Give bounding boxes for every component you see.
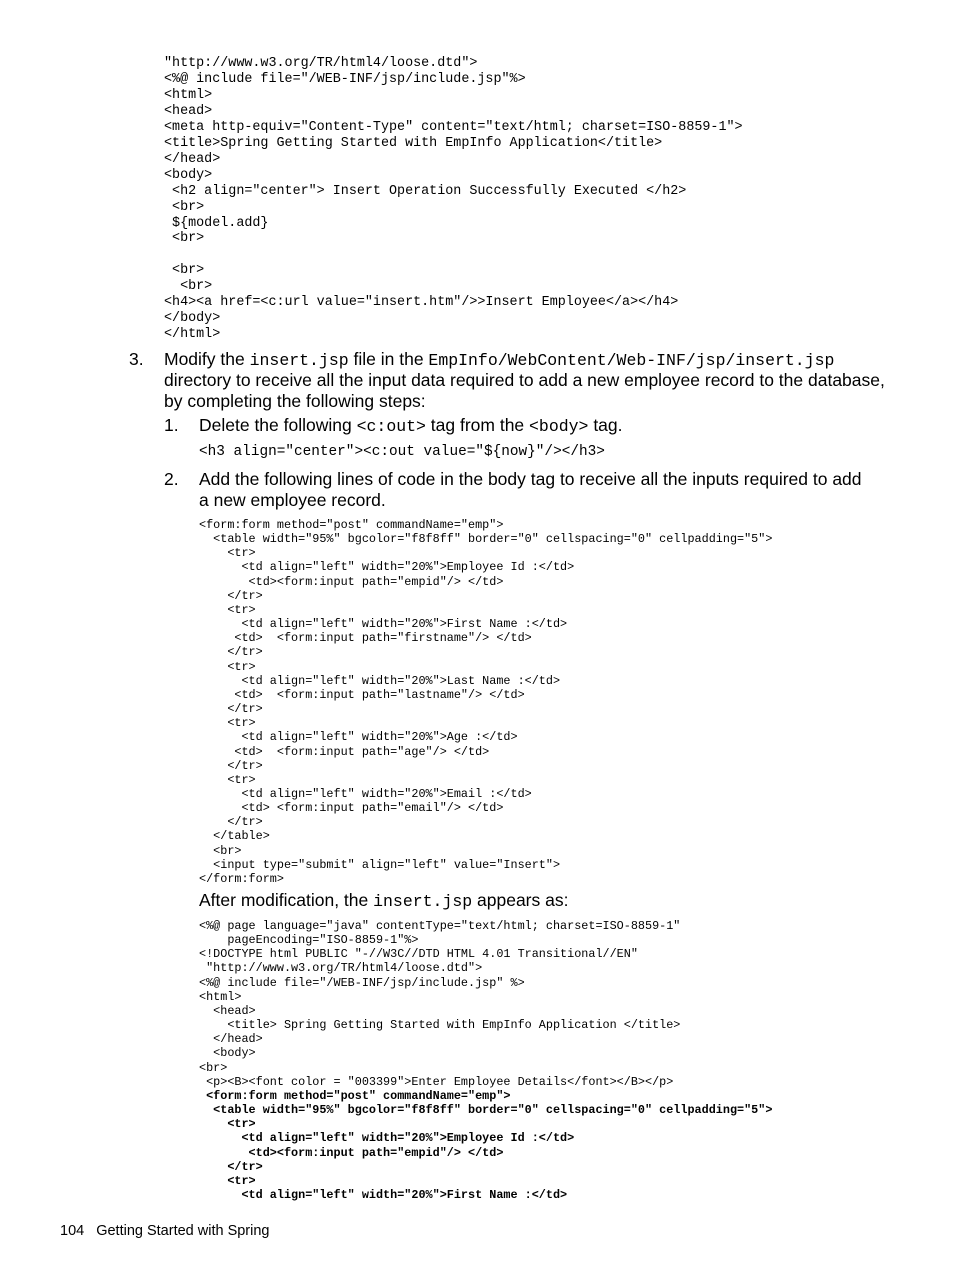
- page-footer: [60, 1223, 270, 1239]
- substep-2-line-2: a new employee record.: [199, 490, 386, 510]
- code-block-insert-jsp: [199, 919, 772, 1202]
- code-plain-part: <%@ page language="java" contentType="text/html; charset=ISO-8859-1" pageEncoding="ISO-8859-1"%> <!DOCTYPE html PUBLIC "-//W3C//DTD HTML 4.01 Transitional//EN" "http://www.w3.org/TR/html4/loose.dtd"> <%@ include file="/WEB-INF/jsp/include.jsp" %> <html> <head> <title> Spring Getting Started with EmpInfo Application </title> </head> <body> <br> <p><B><font color = "003399">Enter Employee Details</font></B></p>: [199, 919, 681, 1089]
- after-modification-text: After modification, the insert.jsp appears as:: [199, 890, 569, 911]
- step-3-number: 3.: [129, 349, 144, 369]
- substep-1-text: Delete the following <c:out> tag from the <body> tag.: [199, 415, 623, 436]
- substep-2-number: 2.: [164, 469, 179, 489]
- c-out-tag: <c:out>: [356, 417, 426, 436]
- code-block-response-jsp: "http://www.w3.org/TR/html4/loose.dtd"> <%@ include file="/WEB-INF/jsp/include.jsp"%> <html> <head> <meta http-equiv="Content-Type" content="text/html; charset=ISO-8859-1"> <title>Spring Getting Started with EmpInfo Application</title> </head> <body> <h2 align="center"> Insert Operation Successfully Executed </h2> <br> ${model.add} <br> <br> <br> <h4><a href=<c:url value="insert.htm"/>>Insert Employee</a></h4> </body> </html>: [164, 56, 743, 343]
- step-3-line-1: Modify the insert.jsp file in the EmpInfo/WebContent/Web-INF/jsp/insert.jsp: [164, 349, 835, 370]
- h3-code-line: <h3 align="center"><c:out value="${now}"/></h3>: [199, 444, 605, 460]
- insert-jsp-filename: insert.jsp: [249, 351, 349, 370]
- page-number: 104: [60, 1223, 85, 1239]
- code-bold-part: <form:form method="post" commandName="emp"> <table width="95%" bgcolor="f8f8ff" border="0" cellspacing="0" cellpadding="5"> <tr> <td align="left" width="20%">Employee Id :</td> <td><form:input path="empid"/> </td> </tr> <tr> <td align="left" width="20%">First Name :</td>: [206, 1088, 773, 1202]
- step-3-line-3: by completing the following steps:: [164, 391, 426, 411]
- footer-title: Getting Started with Spring: [96, 1223, 270, 1239]
- substep-2-line-1: Add the following lines of code in the body tag to receive all the inputs required to add: [199, 469, 862, 489]
- insert-jsp-filename-2: insert.jsp: [373, 892, 473, 911]
- step-3-line-2: directory to receive all the input data required to add a new employee record to the database,: [164, 370, 885, 390]
- insert-jsp-path: EmpInfo/WebContent/Web-INF/jsp/insert.jsp: [428, 351, 835, 370]
- code-block-form: <form:form method="post" commandName="emp"> <table width="95%" bgcolor="f8f8ff" border="0" cellspacing="0" cellpadding="5"> <tr> <td align="left" width="20%">Employee Id :</td> <td><form:input path="empid"/> </td> </tr> <tr> <td align="left" width="20%">First Name :</td> <td> <form:input path="firstname"/> </td> </tr> <tr> <td align="left" width="20%">Last Name :</td> <td> <form:input path="lastname"/> </td> </tr> <tr> <td align="left" width="20%">Age :</td> <td> <form:input path="age"/> </td> </tr> <tr> <td align="left" width="20%">Email :</td> <td> <form:input path="email"/> </td> </tr> </table> <br> <input type="submit" align="left" value="Insert"> </form:form>: [199, 518, 773, 886]
- substep-1-number: 1.: [164, 415, 179, 435]
- body-tag: <body>: [529, 417, 589, 436]
